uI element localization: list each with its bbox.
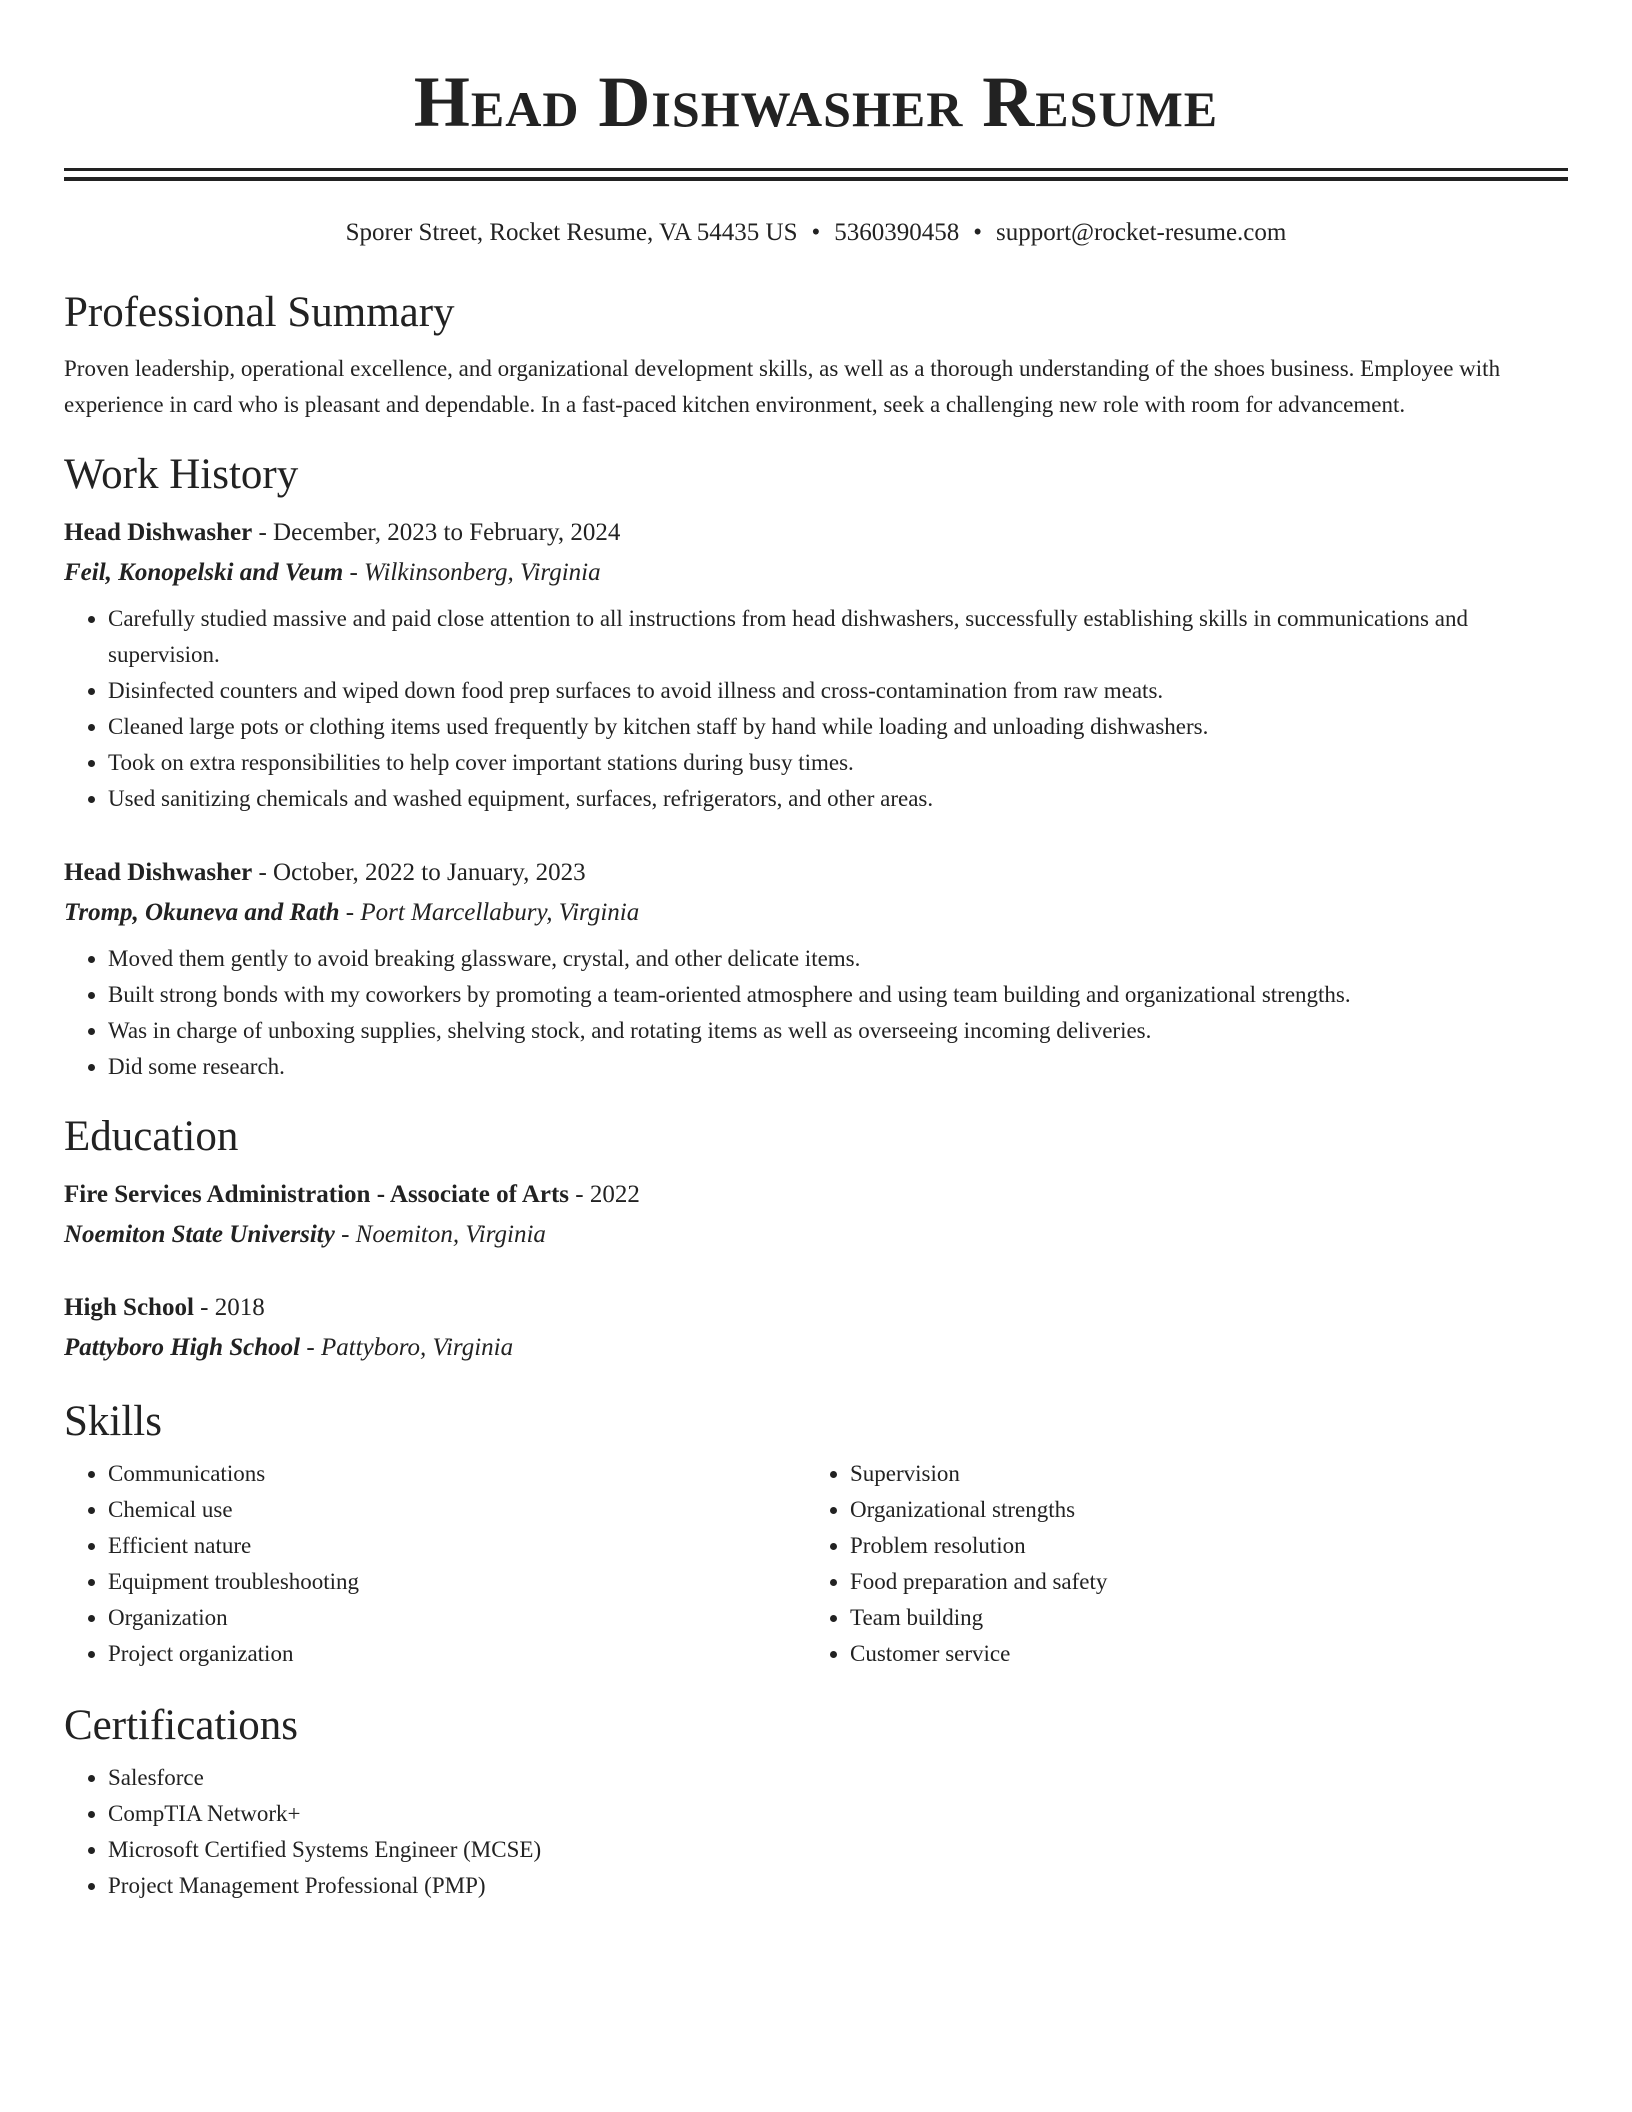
job-entry [64,853,1568,1085]
skill-item: • Organization [108,1600,806,1636]
education-location: - Pattyboro, Virginia [300,1334,514,1361]
certification-item: • Salesforce [108,1760,1568,1796]
skills-column-right [806,1456,1548,1672]
job-company-line [64,553,1568,593]
education-entry [64,1288,1568,1368]
job-bullet: • Took on extra responsibilities to help cover important stations during busy times. [108,745,1568,781]
section-heading-skills: Skills [64,1398,162,1445]
job-title-line [64,853,1568,893]
education-degree: Fire Services Administration - Associate of Arts [64,1181,570,1208]
education-school-line [64,1215,1568,1255]
education-degree: High School [64,1294,194,1321]
skill-item: • Chemical use [108,1492,806,1528]
contact-address: Sporer Street, Rocket Resume, VA 54435 US [345,219,798,246]
job-bullet: • Did some research. [108,1049,1568,1085]
job-bullet: • Carefully studied massive and paid close attention to all instructions from head dishwashers, successfully establishing skills in communications and supervision. [108,601,1568,673]
work-history-section [64,449,1568,1085]
skill-item: • Supervision [850,1456,1548,1492]
skill-item: • Customer service [850,1636,1548,1672]
skills-list-left [64,1456,806,1672]
certification-item: • Project Management Professional (PMP) [108,1868,1568,1904]
education-location: - Noemiton, Virginia [334,1221,546,1248]
education-school-line [64,1328,1568,1368]
contact-separator: • [973,219,983,246]
education-school: Pattyboro High School [64,1334,301,1361]
job-company: Feil, Konopelski and Veum [64,559,344,586]
job-title-line [64,513,1568,553]
contact-separator: • [811,219,821,246]
job-bullets [64,601,1568,817]
skills-list-right [806,1456,1548,1672]
job-location: - Wilkinsonberg, Virginia [343,559,601,586]
certifications-section [64,1700,1568,1904]
certification-item: • CompTIA Network+ [108,1796,1568,1832]
skill-item: • Team building [850,1600,1548,1636]
skill-item: • Efficient nature [108,1528,806,1564]
title-rule-bottom [64,177,1568,181]
job-bullet: • Disinfected counters and wiped down food prep surfaces to avoid illness and cross-contamination from raw meats. [108,673,1568,709]
contact-email[interactable]: support@rocket-resume.com [996,219,1287,246]
job-bullets [64,941,1568,1085]
job-bullet: • Used sanitizing chemicals and washed equipment, surfaces, refrigerators, and other areas. [108,781,1568,817]
job-dates: - December, 2023 to February, 2024 [252,519,621,546]
summary-text: Proven leadership, operational excellence, and organizational development skills, as well as a thorough understanding of the shoes business. Employee with experience in card who is pleasant and dependable. In a fast-paced kitchen environment, seek a challenging new role with room for advancement. [64,356,1501,417]
education-school: Noemiton State University [64,1221,335,1248]
education-degree-line [64,1288,1568,1328]
job-bullet: • Built strong bonds with my coworkers by promoting a team-oriented atmosphere and using team building and organizational strengths. [108,977,1568,1013]
job-bullet: • Cleaned large pots or clothing items used frequently by kitchen staff by hand while loading and unloading dishwashers. [108,709,1568,745]
title-rule-top [64,168,1568,171]
resume-title: Head Dishwasher Resume [413,62,1219,142]
section-heading-summary: Professional Summary [64,289,455,336]
skill-item: • Organizational strengths [850,1492,1548,1528]
certification-item: • Microsoft Certified Systems Engineer (MCSE) [108,1832,1568,1868]
skills-section [64,1396,1568,1672]
education-degree-line [64,1175,1568,1215]
contact-phone: 5360390458 [834,219,960,246]
education-year: - 2022 [569,1181,640,1208]
job-bullet: • Was in charge of unboxing supplies, shelving stock, and rotating items as well as overseeing incoming deliveries. [108,1013,1568,1049]
skill-item: • Problem resolution [850,1528,1548,1564]
education-year: - 2018 [193,1294,265,1321]
education-entry [64,1175,1568,1255]
job-title: Head Dishwasher [64,859,253,886]
job-title: Head Dishwasher [64,519,253,546]
section-heading-education: Education [64,1113,239,1160]
job-dates: - October, 2022 to January, 2023 [252,859,586,886]
job-company: Tromp, Okuneva and Rath [64,899,340,926]
job-entry [64,513,1568,817]
job-company-line [64,893,1568,933]
skill-item: • Equipment troubleshooting [108,1564,806,1600]
section-heading-certifications: Certifications [64,1702,299,1749]
job-bullet: • Moved them gently to avoid breaking glassware, crystal, and other delicate items. [108,941,1568,977]
certifications-list [64,1760,1568,1904]
skills-columns [64,1456,1568,1672]
education-section [64,1111,1568,1368]
section-heading-work-history: Work History [64,451,299,498]
skill-item: • Project organization [108,1636,806,1672]
skill-item: • Food preparation and safety [850,1564,1548,1600]
job-location: - Port Marcellabury, Virginia [339,899,640,926]
skill-item: • Communications [108,1456,806,1492]
skills-column-left [64,1456,806,1672]
contact-line [64,217,1568,249]
professional-summary-section [64,287,1568,423]
